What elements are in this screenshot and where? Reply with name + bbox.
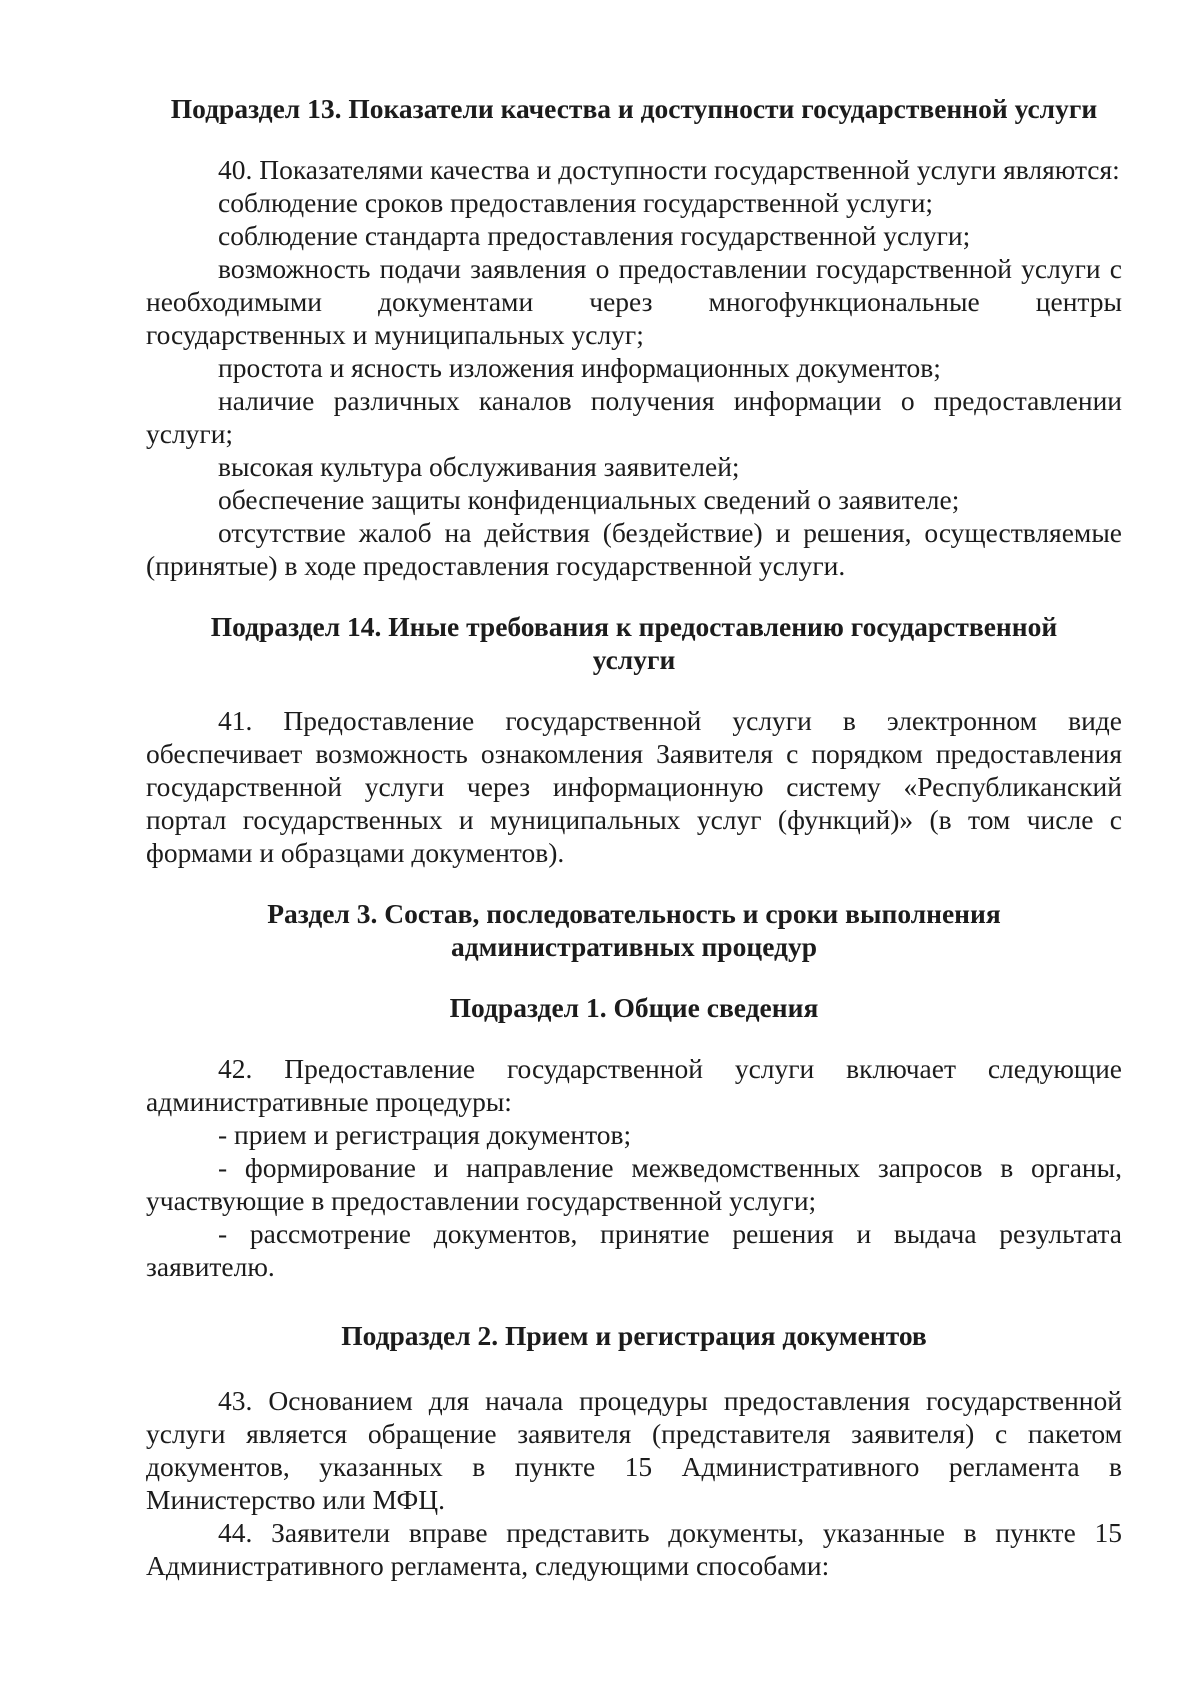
subsection-14-title-line2: услуги bbox=[592, 644, 676, 675]
list-item: - формирование и направление межведомственных запросов в органы, участвующие в предоставлении государственной услуги; bbox=[146, 1152, 1122, 1216]
subsection-14-title-line1: Подраздел 14. Иные требования к предоставлению государственной bbox=[210, 611, 1058, 642]
subsection-2-title: Подраздел 2. Прием и регистрация документов bbox=[341, 1320, 927, 1351]
section-3-title-line1: Раздел 3. Состав, последовательность и сроки выполнения bbox=[267, 898, 1001, 929]
document-body bbox=[146, 92, 1122, 1582]
paragraph-42: 42. Предоставление государственной услуги включает следующие административные процедуры: bbox=[146, 1053, 1122, 1117]
list-item: соблюдение сроков предоставления государственной услуги; bbox=[218, 187, 934, 218]
list-item: возможность подачи заявления о предоставлении государственной услуги с необходимыми документами через многофункциональные центры государственных и муниципальных услуг; bbox=[146, 253, 1122, 350]
section-3-title-line2: административных процедур bbox=[451, 931, 817, 962]
list-item: обеспечение защиты конфиденциальных сведений о заявителе; bbox=[218, 484, 960, 515]
list-item: соблюдение стандарта предоставления государственной услуги; bbox=[218, 220, 971, 251]
subsection-13-title: Подраздел 13. Показатели качества и доступности государственной услуги bbox=[170, 93, 1098, 124]
paragraph-40: 40. Показателями качества и доступности государственной услуги являются: bbox=[218, 154, 1120, 185]
paragraph-43: 43. Основанием для начала процедуры предоставления государственной услуги является обращение заявителя (представителя заявителя) с пакетом документов, указанных в пункте 15 Административного регламента в Министерство или МФЦ. bbox=[146, 1385, 1122, 1515]
list-item: - прием и регистрация документов; bbox=[218, 1119, 632, 1150]
section-3-title bbox=[146, 897, 1122, 963]
list-item: наличие различных каналов получения информации о предоставлении услуги; bbox=[146, 385, 1122, 449]
list-item: - рассмотрение документов, принятие решения и выдача результата заявителю. bbox=[146, 1218, 1122, 1282]
list-item: отсутствие жалоб на действия (бездействие) и решения, осуществляемые (принятые) в ходе предоставления государственной услуги. bbox=[146, 517, 1122, 581]
paragraph-41: 41. Предоставление государственной услуги в электронном виде обеспечивает возможность ознакомления Заявителя с порядком предоставления государственной услуги через информационную систему «Республиканский портал государственных и муниципальных услуг (функций)» (в том числе с формами и образцами документов). bbox=[146, 705, 1122, 868]
subsection-1-title: Подраздел 1. Общие сведения bbox=[449, 992, 819, 1023]
list-item: простота и ясность изложения информационных документов; bbox=[218, 352, 941, 383]
list-item: высокая культура обслуживания заявителей; bbox=[218, 451, 740, 482]
paragraph-44: 44. Заявители вправе представить документы, указанные в пункте 15 Административного регламента, следующими способами: bbox=[146, 1517, 1122, 1581]
subsection-14-title bbox=[146, 610, 1122, 676]
